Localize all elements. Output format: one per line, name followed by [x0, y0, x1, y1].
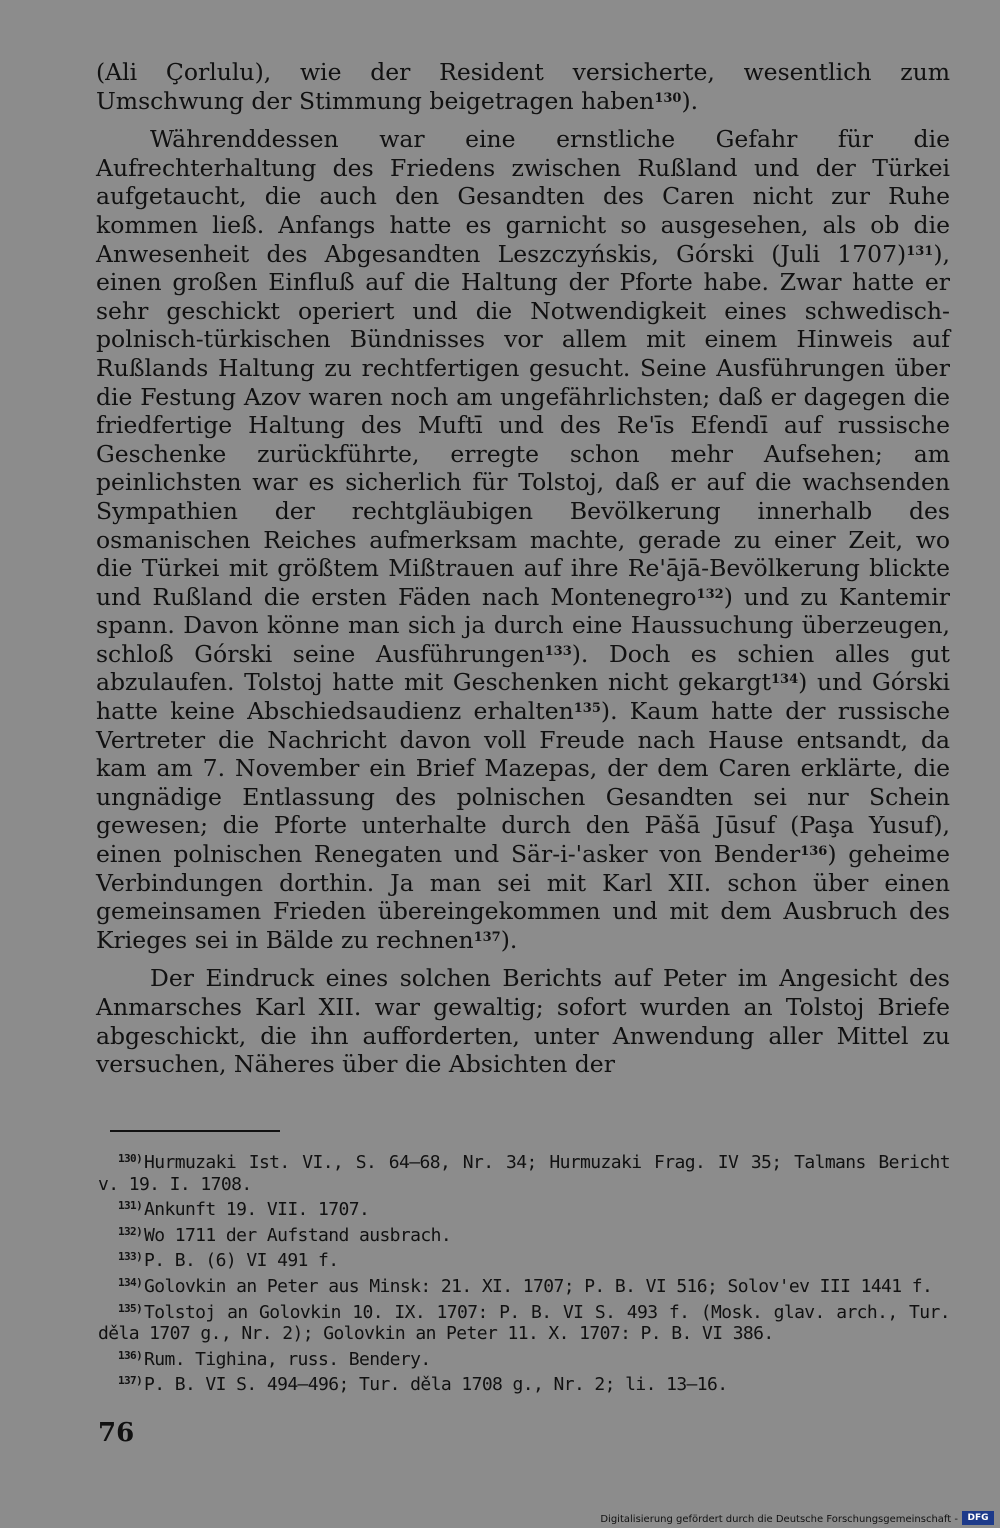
footnote-text: P. B. (6) VI 491 f. — [144, 1250, 339, 1272]
footnote-text: Rum. Tighina, russ. Bendery. — [144, 1348, 431, 1370]
page-number: 76 — [98, 1418, 135, 1448]
paragraph-text: ). Kaum hatte der russische Vertreter die Nachricht davon voll Freude nach Hause entsandt, da kam am 7. November ein Brief Mazepas, der dem Caren erklärte, die ungnädige Entlassung des polnischen Gesandten sei nur Schein gewesen; die Pforte unterhalte durch den Pāšā Jūsuf (Paşa Yusuf), einen polnischen Renegaten und Sär-i-'asker von Bender — [96, 697, 950, 869]
footnote-ref[interactable]: 133 — [544, 643, 572, 659]
footnote-ref[interactable]: 134 — [770, 672, 799, 688]
footnote-number: 131) — [118, 1199, 143, 1213]
footnote-137 — [98, 1370, 950, 1396]
paragraph-1 — [96, 58, 950, 115]
paragraph-text: ), einen großen Einfluß auf die Haltung der Pforte habe. Zwar hatte er sehr geschickt operiert und die Notwendigkeit eines schwedisch-polnisch-türkischen Bündnisses vor allem mit einem Hinweis auf Rußlands Haltung zu rechtfertigen gesucht. Seine Ausführungen über die Festung Azov waren noch am ungefährlichsten; daß er dagegen die friedfertige Haltung des Muftī und des Re'īs Efendī auf russische Geschenke zurückführte, erregte schon mehr Aufsehen; am peinlichsten war es sicherlich für Tolstoj, daß er auf die wachsenden Sympathien der rechtgläubigen Bevölkerung innerhalb des osmanischen Reiches aufmerksam machte, gerade zu einer Zeit, wo die Türkei mit größtem Mißtrauen auf ihre Re'ājā-Bevölkerung blickte und Rußland die ersten Fäden nach Montenegro — [96, 239, 950, 611]
footnote-135 — [98, 1298, 950, 1345]
footnote-ref[interactable]: 137 — [473, 929, 501, 945]
page-body — [96, 58, 950, 1079]
paragraph-text: Der Eindruck eines solchen Berichts auf Peter im Angesicht des Anmarsches Karl XII. war gewaltig; sofort wurden an Tolstoj Briefe abgeschickt, die ihn aufforderten, unter Anwendung aller Mittel zu versuchen, Näheres über die Absichten der — [96, 964, 950, 1079]
footnote-132 — [98, 1221, 950, 1247]
footnote-text: Wo 1711 der Aufstand ausbrach. — [144, 1224, 452, 1246]
footnote-text: Golovkin an Peter aus Minsk: 21. XI. 1707; P. B. VI 516; Solov'ev III 1441 f. — [144, 1275, 933, 1297]
footnote-number: 133) — [118, 1250, 143, 1264]
footnote-131 — [98, 1195, 950, 1221]
footnote-ref[interactable]: 135 — [573, 701, 601, 717]
paragraph-text: ) geheime Verbindungen dorthin. Ja man sei mit Karl XII. schon über einen gemeinsamen Frieden übereingekommen und mit dem Ausbruch des Krieges sei in Bälde zu rechnen — [96, 840, 950, 954]
footnote-text: Hurmuzaki Ist. VI., S. 64—68, Nr. 34; Hurmuzaki Frag. IV 35; Talmans Bericht v. 19. I. 1708. — [98, 1152, 950, 1195]
footnote-text: Ankunft 19. VII. 1707. — [144, 1199, 370, 1221]
dfg-logo-icon[interactable]: DFG — [962, 1511, 994, 1525]
footnote-ref[interactable]: 130 — [654, 90, 682, 106]
footnote-136 — [98, 1345, 950, 1371]
footnote-134 — [98, 1272, 950, 1298]
footnote-number: 136) — [118, 1348, 143, 1362]
footnote-text: P. B. VI S. 494—496; Tur. děla 1708 g., Nr. 2; li. 13—16. — [144, 1374, 728, 1396]
footnote-number: 135) — [118, 1301, 143, 1315]
footnote-text: Tolstoj an Golovkin 10. IX. 1707: P. B. VI S. 493 f. (Mosk. glav. arch., Tur. děla 1707 g., Nr. 2); Golovkin an Peter 11. X. 1707: P. B. VI 386. — [98, 1301, 950, 1345]
paragraph-text: (Ali Çorlulu), wie der Resident versicherte, wesentlich zum Umschwung der Stimmung beigetragen haben — [96, 58, 950, 115]
footnote-divider — [110, 1130, 280, 1132]
paragraph-text: ) und zu Kantemir spann. Davon könne man sich ja durch eine Haussuchung überzeugen, schloß Górski seine Ausführungen — [96, 582, 950, 668]
footnote-133 — [98, 1246, 950, 1272]
paragraph-text: ) und Górski hatte keine Abschiedsaudienz erhalten — [96, 668, 950, 726]
footnote-number: 134) — [118, 1275, 143, 1289]
footnote-130 — [98, 1148, 950, 1195]
footnote-ref[interactable]: 136 — [800, 844, 828, 860]
footnote-number: 130) — [118, 1152, 143, 1165]
digitization-credit: Digitalisierung gefördert durch die Deutsche Forschungsgemeinschaft - — [600, 1514, 958, 1525]
paragraph-text: ). Doch es schien alles gut abzulaufen. Tolstoj hatte mit Geschenken nicht gekargt — [96, 639, 950, 697]
footnotes — [98, 1148, 950, 1396]
footnote-ref[interactable]: 132 — [696, 586, 724, 602]
paragraph-text: ). — [681, 86, 699, 115]
paragraph-text: ). — [500, 925, 518, 954]
paragraph-2 — [96, 125, 950, 954]
footnote-number: 132) — [118, 1224, 143, 1238]
footnote-number: 137) — [118, 1374, 143, 1388]
paragraph-3 — [96, 964, 950, 1078]
paragraph-text: Währenddessen war eine ernstliche Gefahr für die Aufrechterhaltung des Friedens zwischen Rußland und der Türkei aufgetaucht, die auch den Gesandten des Caren nicht zur Ruhe kommen ließ. Anfangs hatte es garnicht so ausgesehen, als ob die Anwesenheit des Abgesandten Leszczyńskis, Górski (Juli 1707) — [96, 125, 950, 268]
footnote-ref[interactable]: 131 — [906, 243, 934, 259]
